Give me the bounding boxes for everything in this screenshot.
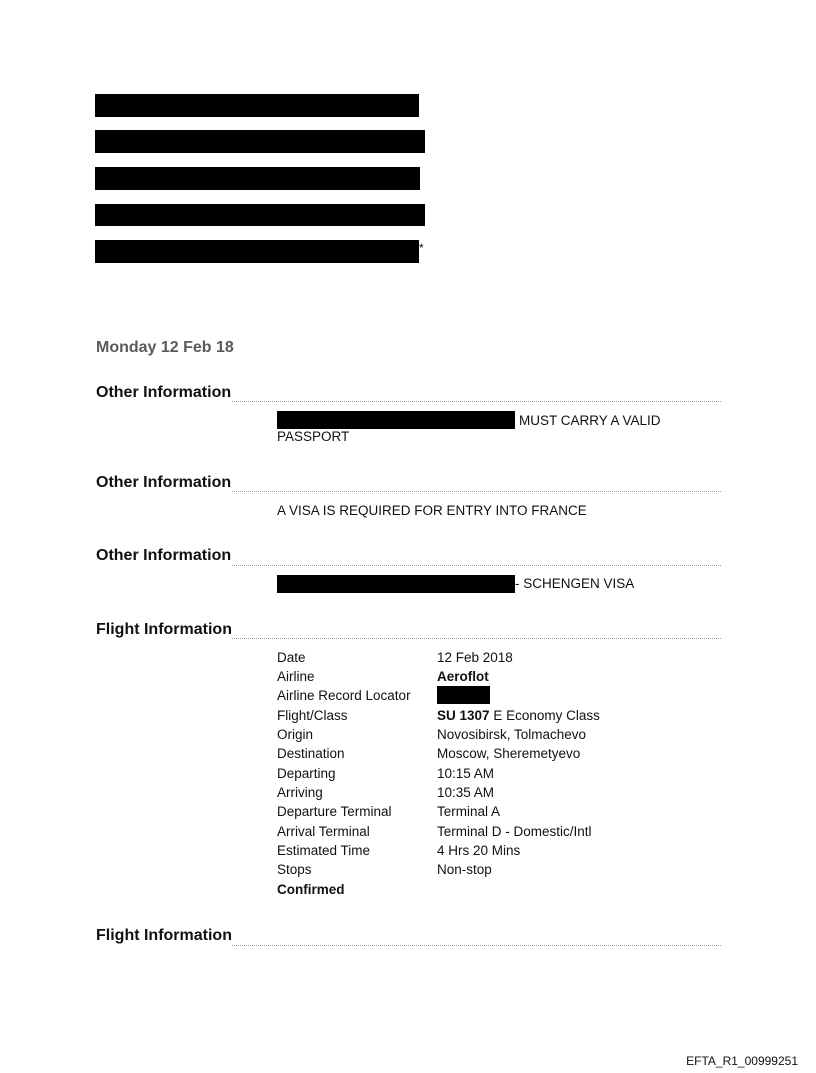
flight-detail-row: [277, 688, 717, 707]
redaction-bar: [277, 575, 515, 593]
departing-value: 10:15 AM: [437, 766, 495, 781]
flight-detail-row: [277, 824, 717, 843]
flight-status: Confirmed: [277, 882, 345, 897]
document-id: EFTA_R1_00999251: [686, 1054, 798, 1068]
arrival-terminal-value: Terminal D - Domestic/Intl: [437, 824, 592, 839]
flight-detail-row: [277, 785, 717, 804]
flight-detail-row: [277, 708, 717, 727]
section-title-flight-information: Flight Information: [96, 927, 232, 944]
flight-detail-label: Departing: [277, 766, 336, 781]
flight-detail-row: [277, 862, 717, 881]
destination-value: Moscow, Sheremetyevo: [437, 746, 581, 761]
redaction-bar: [95, 240, 419, 263]
section-title-other-information: Other Information: [96, 474, 232, 491]
flight-detail-label: Departure Terminal: [277, 804, 392, 819]
flight-date-value: 12 Feb 2018: [437, 650, 513, 665]
flight-class-value: [437, 708, 600, 723]
flight-detail-row: [277, 650, 717, 669]
flight-detail-label: Arriving: [277, 785, 323, 800]
arriving-value: 10:35 AM: [437, 785, 495, 800]
flight-detail-label: Origin: [277, 727, 314, 742]
redaction-bar: [277, 411, 515, 429]
section-divider: [232, 401, 721, 402]
flight-number: SU 1307: [437, 708, 490, 723]
flight-detail-row: [277, 746, 717, 765]
flight-detail-row: [277, 669, 717, 688]
flight-detail-label: Destination: [277, 746, 345, 761]
flight-detail-label: Arrival Terminal: [277, 824, 370, 839]
date-heading: Monday 12 Feb 18: [96, 339, 234, 356]
section-title-flight-information: Flight Information: [96, 621, 232, 638]
origin-value: Novosibirsk, Tolmachevo: [437, 727, 587, 742]
flight-detail-row: [277, 766, 717, 785]
departure-terminal-value: Terminal A: [437, 804, 501, 819]
section-title-other-information: Other Information: [96, 547, 232, 564]
class-of-service: E Economy Class: [493, 708, 600, 723]
redaction-bar: [95, 94, 419, 117]
section-divider: [232, 565, 721, 566]
asterisk-mark: *: [419, 241, 424, 255]
flight-detail-label: Airline Record Locator: [277, 688, 411, 703]
redaction-bar: [95, 204, 425, 226]
flight-detail-row: [277, 727, 717, 746]
section-title-other-information: Other Information: [96, 384, 232, 401]
section-divider: [232, 638, 721, 639]
flight-detail-label: Date: [277, 650, 306, 665]
section-divider: [232, 491, 721, 492]
flight-detail-row: [277, 804, 717, 823]
flight-detail-label: Stops: [277, 862, 312, 877]
redaction-bar: [95, 130, 425, 153]
flight-detail-label: Flight/Class: [277, 708, 348, 723]
passport-notice: MUST CARRY A VALID: [519, 413, 661, 428]
redaction-bar: [95, 167, 420, 190]
estimated-time-value: 4 Hrs 20 Mins: [437, 843, 521, 858]
flight-detail-label: Estimated Time: [277, 843, 371, 858]
flight-detail-label: Airline: [277, 669, 315, 684]
record-locator-redaction: [437, 686, 490, 704]
flight-detail-row: [277, 843, 717, 862]
passport-notice-continued: PASSPORT: [277, 429, 350, 444]
stops-value: Non-stop: [437, 862, 492, 877]
flight-status-row: [277, 882, 717, 901]
schengen-visa-notice: - SCHENGEN VISA: [515, 576, 635, 591]
airline-value: Aeroflot: [437, 669, 489, 684]
visa-notice: A VISA IS REQUIRED FOR ENTRY INTO FRANCE: [277, 503, 587, 518]
section-divider: [232, 945, 721, 946]
